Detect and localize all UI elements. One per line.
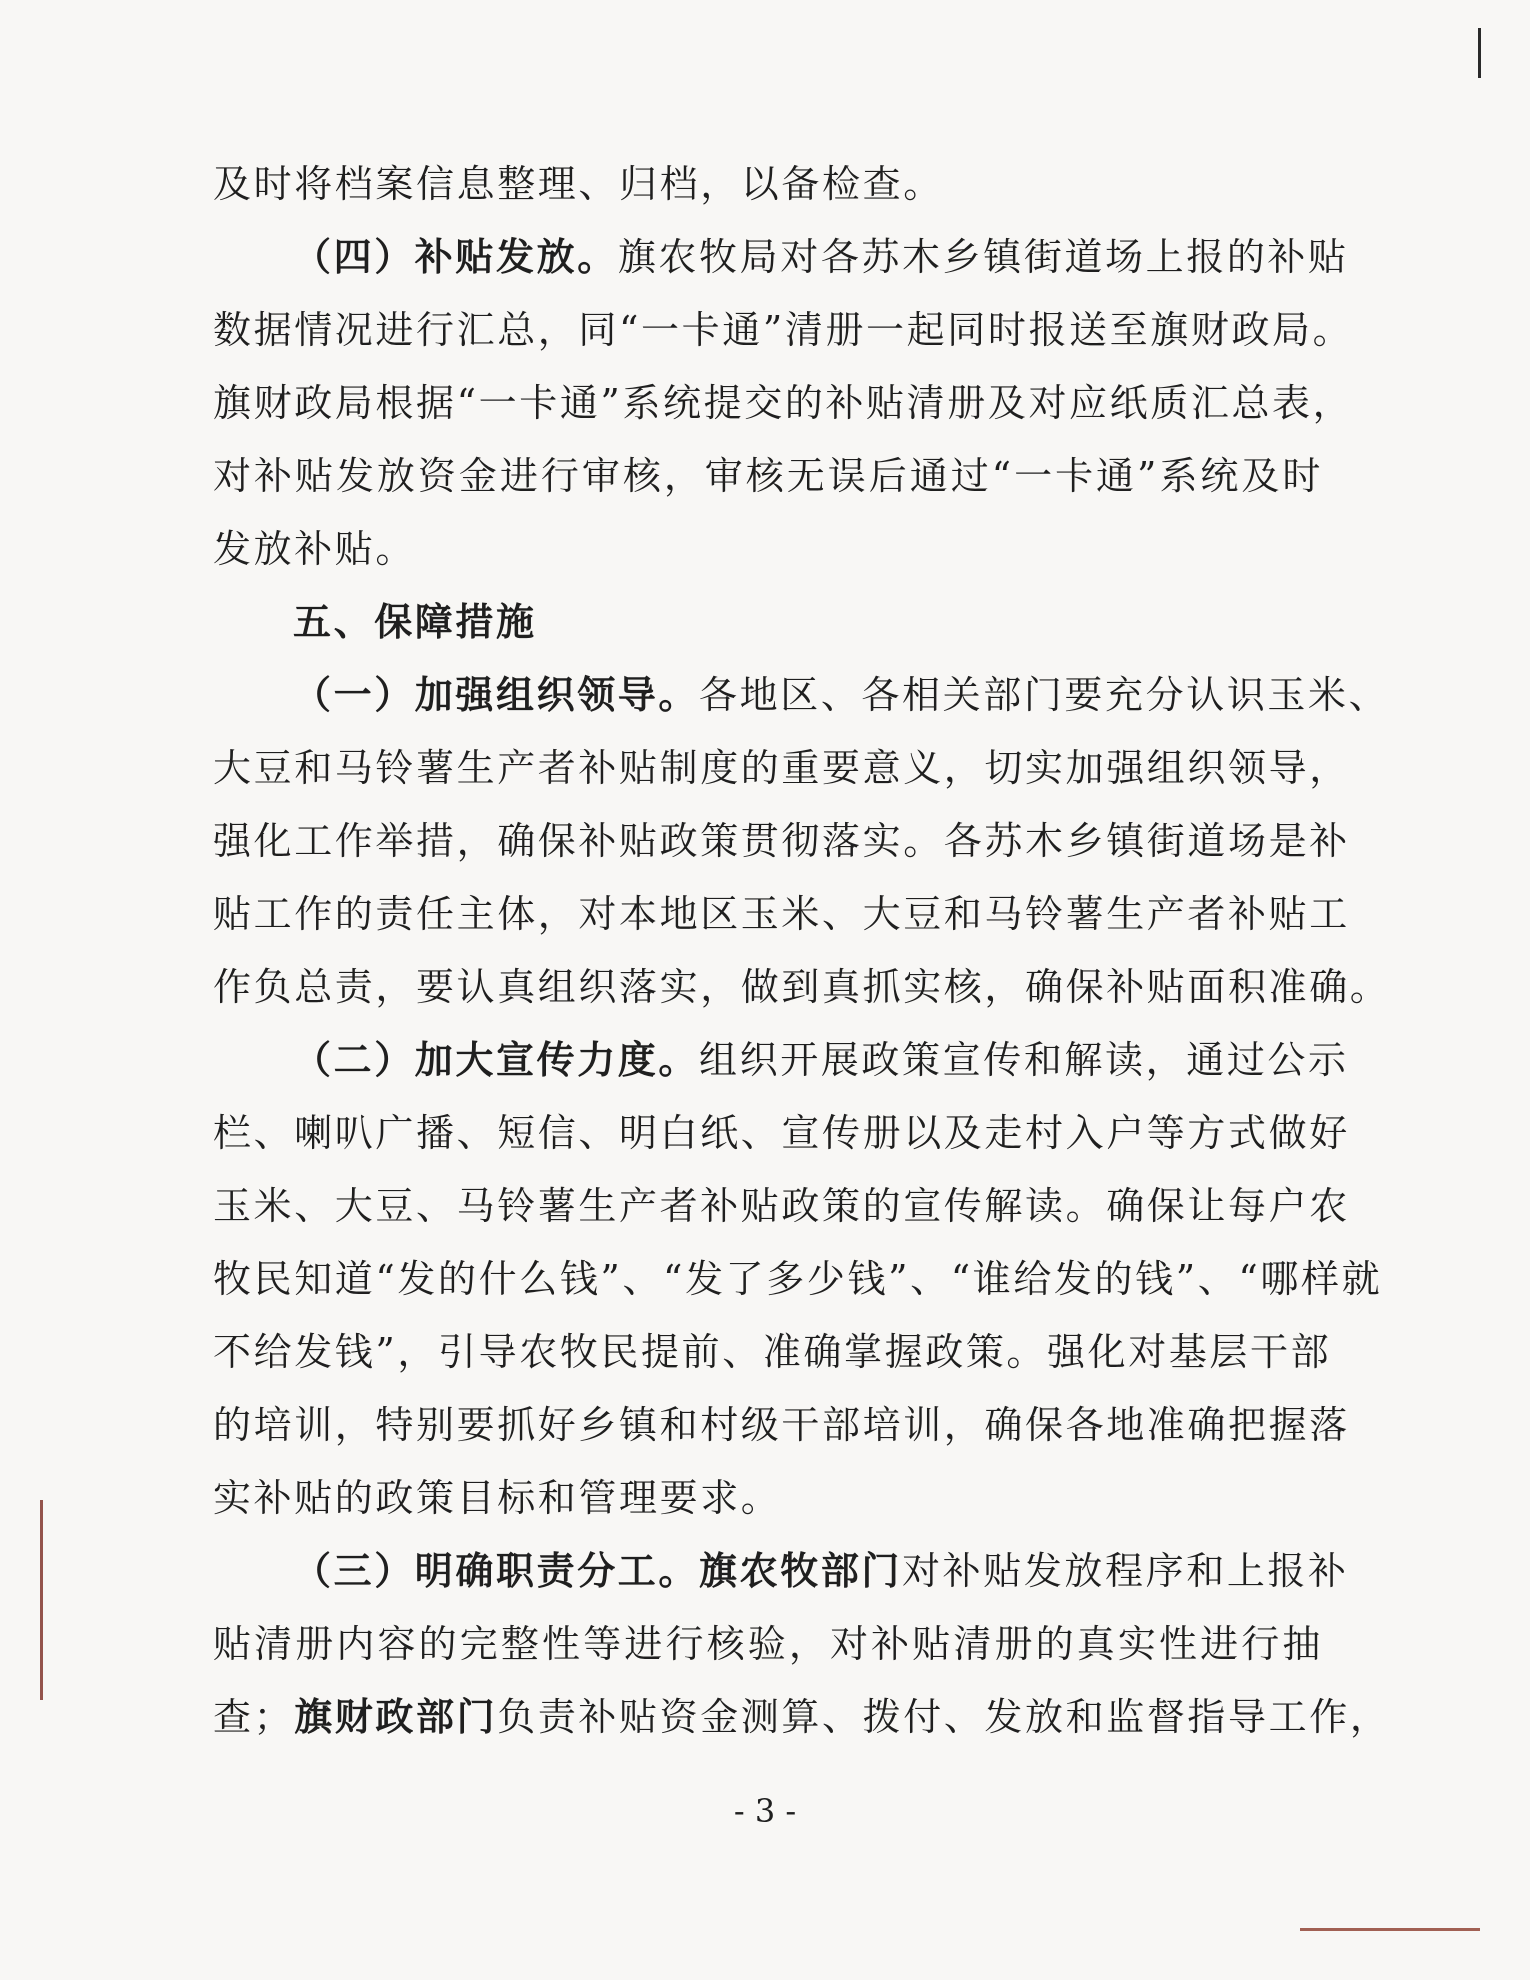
- text-run: 作负总责，要认真组织落实，做到真抓实核，确保补贴面积准确。: [213, 965, 1391, 1009]
- text-run: 大豆和马铃薯生产者补贴制度的重要意义，切实加强组织领导，: [213, 746, 1350, 790]
- text-run: 对补贴发放程序和上报补: [902, 1549, 1349, 1593]
- text-run: 贴工作的责任主体，对本地区玉米、大豆和马铃薯生产者补贴工: [213, 892, 1350, 936]
- scan-edge-mark-left: [40, 1500, 43, 1700]
- paragraph-line: [213, 1170, 1350, 1243]
- text-run: 发放补贴。: [213, 527, 417, 571]
- text-run: 实补贴的政策目标和管理要求。: [213, 1476, 782, 1520]
- text-run: 强化工作举措，确保补贴政策贯彻落实。各苏木乡镇街道场是补: [213, 819, 1350, 863]
- bold-term: 旗财政部门: [294, 1695, 498, 1739]
- scan-edge-mark-right: [1478, 28, 1481, 78]
- paragraph-line: [213, 148, 1323, 221]
- paragraph-line: [213, 1243, 1383, 1316]
- paragraph-line: [213, 1535, 1349, 1608]
- subsection-heading: （四）补贴发放。: [293, 235, 618, 279]
- text-run: 牧民知道“发的什么钱”、“发了多少钱”、“谁给发的钱”、“哪样就: [213, 1257, 1383, 1301]
- text-run: 不给发钱”，引导农牧民提前、准确掌握政策。强化对基层干部: [213, 1330, 1332, 1374]
- paragraph-line: [213, 1097, 1350, 1170]
- subsection-heading: （三）明确职责分工。: [293, 1549, 700, 1593]
- paragraph-line: [213, 367, 1354, 440]
- text-run: 栏、喇叭广播、短信、明白纸、宣传册以及走村入户等方式做好: [213, 1111, 1350, 1155]
- text-run: 玉米、大豆、马铃薯生产者补贴政策的宣传解读。确保让每户农: [213, 1184, 1350, 1228]
- text-run: 旗财政局根据“一卡通”系统提交的补贴清册及对应纸质汇总表，: [213, 381, 1354, 425]
- text-run: 查；: [213, 1695, 295, 1739]
- paragraph-line: [213, 1024, 1349, 1097]
- paragraph-line: [213, 878, 1350, 951]
- subsection-heading: （二）加大宣传力度。: [293, 1038, 700, 1082]
- paragraph-line: [213, 1316, 1332, 1389]
- body-text: [213, 148, 1391, 1754]
- text-run: 的培训，特别要抓好乡镇和村级干部培训，确保各地准确把握落: [213, 1403, 1350, 1447]
- scan-edge-mark-bottom: [1300, 1928, 1480, 1931]
- paragraph-line: [213, 732, 1350, 805]
- text-run: 负责补贴资金测算、拨付、发放和监督指导工作，: [497, 1695, 1391, 1739]
- paragraph-line: [213, 440, 1323, 513]
- paragraph-line: [213, 805, 1350, 878]
- paragraph-line: [213, 221, 1349, 294]
- section-heading-line: [213, 586, 1323, 659]
- bold-term: 旗农牧部门: [699, 1549, 903, 1593]
- text-run: 各地区、各相关部门要充分认识玉米、: [699, 673, 1390, 717]
- paragraph-line: [213, 951, 1391, 1024]
- text-run: 贴清册内容的完整性等进行核验，对补贴清册的真实性进行抽: [213, 1622, 1323, 1666]
- paragraph-line: [213, 1681, 1391, 1754]
- section-heading: 五、保障措施: [293, 600, 537, 644]
- paragraph-line: [213, 294, 1354, 367]
- text-run: 组织开展政策宣传和解读，通过公示: [699, 1038, 1349, 1082]
- text-run: 数据情况进行汇总，同“一卡通”清册一起同时报送至旗财政局。: [213, 308, 1354, 352]
- paragraph-line: [213, 1608, 1323, 1681]
- paragraph-line: [213, 659, 1390, 732]
- text-run: 及时将档案信息整理、归档，以备检查。: [213, 162, 944, 206]
- text-run: 旗农牧局对各苏木乡镇街道场上报的补贴: [617, 235, 1349, 279]
- text-run: 对补贴发放资金进行审核，审核无误后通过“一卡通”系统及时: [213, 454, 1323, 498]
- paragraph-line: [213, 513, 1323, 586]
- page-number: - 3 -: [733, 1792, 797, 1830]
- paragraph-line: [213, 1389, 1350, 1462]
- paragraph-line: [213, 1462, 1323, 1535]
- subsection-heading: （一）加强组织领导。: [293, 673, 700, 717]
